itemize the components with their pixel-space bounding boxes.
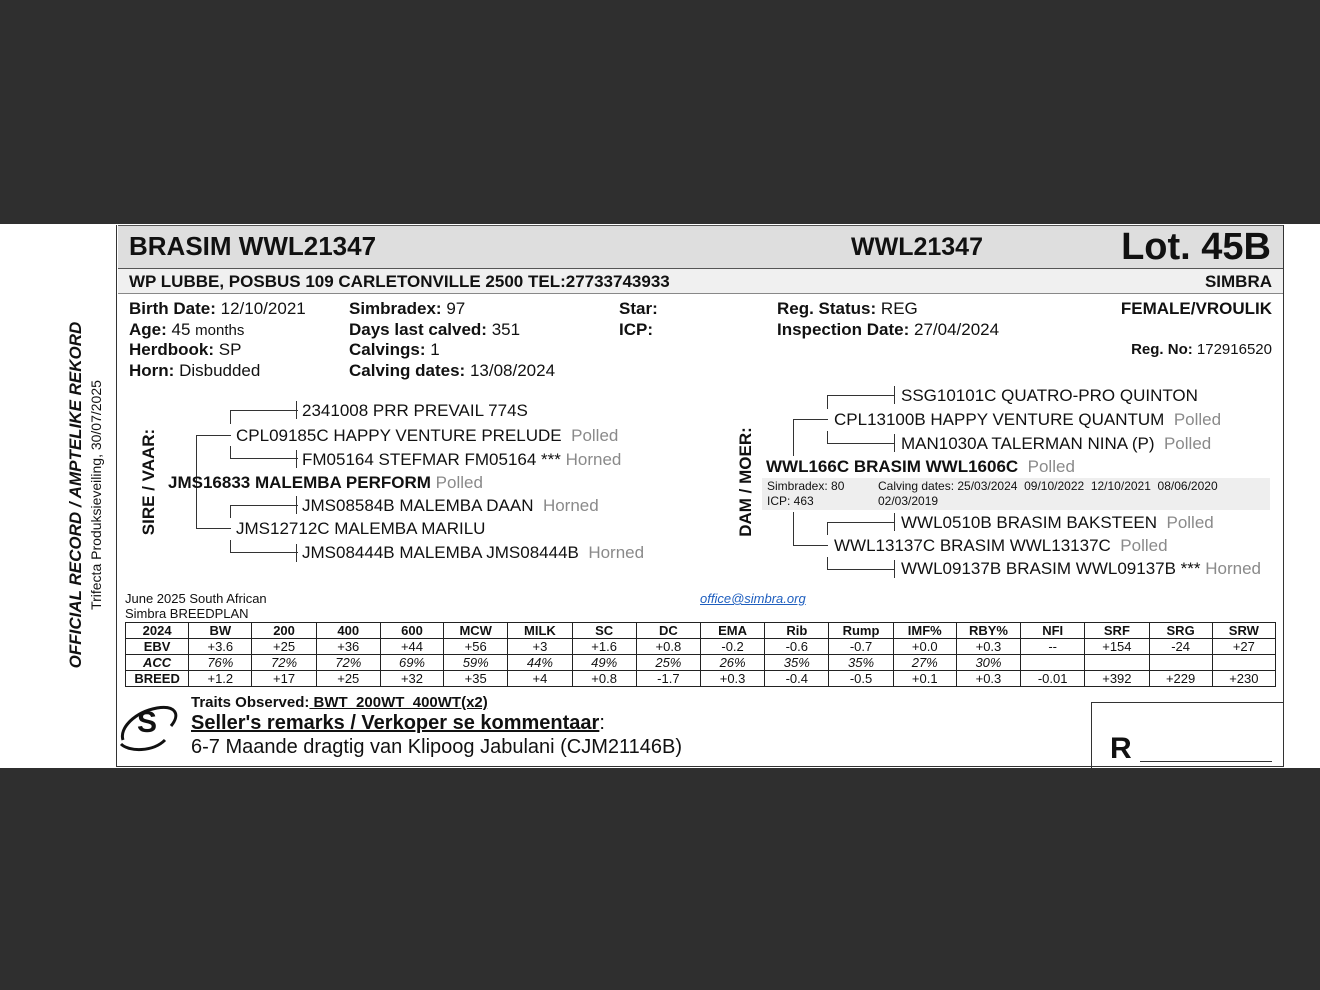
ebv-cell: +35: [444, 671, 508, 687]
ebv-cell: +0.8: [572, 671, 636, 687]
ebv-cell: +1.6: [572, 639, 636, 655]
dam-dam: WWL13137C BRASIM WWL13137C Polled: [834, 536, 1168, 555]
ebv-cell: +0.3: [700, 671, 764, 687]
ebv-cell: 69%: [380, 655, 443, 671]
ebv-cell: 59%: [444, 655, 508, 671]
ebv-cell: [1212, 655, 1275, 671]
dam-sire-dam: MAN1030A TALERMAN NINA (P) Polled: [901, 434, 1212, 453]
ebv-header-cell: SRW: [1212, 623, 1275, 639]
birth-date: Birth Date: 12/10/2021: [129, 299, 306, 318]
ebv-cell: +17: [252, 671, 316, 687]
calvings: Calvings: 1: [349, 340, 440, 359]
logo-letter: S: [137, 706, 158, 739]
ebv-cell: -1.7: [636, 671, 700, 687]
ebv-cell: 26%: [700, 655, 764, 671]
ebv-cell: +229: [1149, 671, 1212, 687]
ebv-cell: -0.01: [1021, 671, 1085, 687]
ebv-header-cell: MCW: [444, 623, 508, 639]
simbradex: Simbradex: 97: [349, 299, 466, 318]
ebv-header-cell: SRG: [1149, 623, 1212, 639]
ebv-header-row: [126, 623, 1276, 639]
ebv-row: [126, 639, 1276, 655]
ebv-cell: -0.4: [765, 671, 829, 687]
ebv-row-label: EBV: [126, 639, 189, 655]
ebv-row-label: ACC: [126, 655, 189, 671]
ebv-cell: +0.3: [956, 671, 1020, 687]
ebv-cell: +392: [1085, 671, 1149, 687]
ebv-cell: +25: [252, 639, 316, 655]
sire-dam-sire: JMS08584B MALEMBA DAAN Horned: [302, 496, 599, 515]
dam-dam-sire: WWL0510B BRASIM BAKSTEEN Polled: [901, 513, 1214, 532]
ebv-cell: +44: [380, 639, 443, 655]
star-label: Star:: [619, 299, 658, 318]
ebv-cell: 27%: [893, 655, 956, 671]
dam-dam-dam: WWL09137B BRASIM WWL09137B *** Horned: [901, 559, 1262, 578]
sire-dam-dam: JMS08444B MALEMBA JMS08444B Horned: [302, 543, 645, 562]
dam-label: DAM / MOER:: [736, 427, 755, 537]
simbra-logo: [117, 700, 181, 756]
ebv-header-cell: 2024: [126, 623, 189, 639]
dam-icp: ICP: 463: [767, 494, 814, 508]
sire-sire-dam: FM05164 STEFMAR FM05164 *** Horned: [302, 450, 622, 469]
official-record-label: OFFICIAL RECORD / AMPTELIKE REKORD: [66, 321, 85, 669]
inspection-date: Inspection Date: 27/04/2024: [777, 320, 1000, 339]
ebv-header-cell: 600: [380, 623, 443, 639]
ebv-cell: 76%: [189, 655, 252, 671]
traits-observed: Traits Observed: BWT 200WT 400WT(x2): [191, 694, 488, 711]
ebv-cell: 25%: [636, 655, 700, 671]
ebv-cell: +3.6: [189, 639, 252, 655]
ebv-header-cell: SC: [572, 623, 636, 639]
reg-status: Reg. Status: REG: [777, 299, 918, 318]
ebv-header-cell: EMA: [700, 623, 764, 639]
ebv-cell: 49%: [572, 655, 636, 671]
breedplan-line-1: June 2025 South African: [125, 591, 267, 606]
dam-calving-dates-2: 02/03/2019: [878, 494, 939, 508]
seller-remarks-heading: Seller's remarks / Verkoper se kommentaar:: [191, 712, 605, 734]
ebv-header-cell: SRF: [1085, 623, 1149, 639]
dam-name: WWL166C BRASIM WWL1606C Polled: [766, 457, 1075, 476]
ebv-header-cell: MILK: [508, 623, 572, 639]
breed-row: [126, 671, 1276, 687]
ebv-cell: -0.7: [829, 639, 893, 655]
ebv-row-label: BREED: [126, 671, 189, 687]
ebv-cell: -24: [1149, 639, 1212, 655]
animal-id: WWL21347: [851, 233, 983, 261]
ebv-cell: +3: [508, 639, 572, 655]
owner-details: WP LUBBE, POSBUS 109 CARLETONVILLE 2500 TEL:27733743933: [129, 272, 670, 291]
age: Age: 45 months: [129, 320, 245, 339]
seller-remarks: 6-7 Maande dragtig van Klipoog Jabulani (CJM21146B): [191, 736, 683, 758]
days-last-calved: Days last calved: 351: [349, 320, 521, 339]
ebv-cell: +0.8: [636, 639, 700, 655]
dam-sire: CPL13100B HAPPY VENTURE QUANTUM Polled: [834, 410, 1222, 429]
ebv-cell: 72%: [316, 655, 380, 671]
ebv-cell: +0.0: [893, 639, 956, 655]
ebv-cell: +25: [316, 671, 380, 687]
price-line: [1140, 761, 1272, 762]
ebv-cell: +32: [380, 671, 443, 687]
ebv-header-cell: IMF%: [893, 623, 956, 639]
ebv-cell: --: [1021, 639, 1085, 655]
ebv-cell: -0.6: [765, 639, 829, 655]
ebv-cell: 72%: [252, 655, 316, 671]
ebv-cell: 30%: [956, 655, 1020, 671]
herdbook: Herdbook: SP: [129, 340, 242, 359]
ebv-cell: +27: [1212, 639, 1275, 655]
ebv-header-cell: Rib: [765, 623, 829, 639]
calving-dates: Calving dates: 13/08/2024: [349, 361, 556, 380]
ebv-cell: +56: [444, 639, 508, 655]
ebv-cell: +154: [1085, 639, 1149, 655]
ebv-cell: [1021, 655, 1085, 671]
sire-sire: CPL09185C HAPPY VENTURE PRELUDE Polled: [236, 426, 619, 445]
ebv-cell: +0.3: [956, 639, 1020, 655]
ebv-cell: [1085, 655, 1149, 671]
ebv-cell: 35%: [829, 655, 893, 671]
sale-name-label: Trifecta Produksieveiling, 30/07/2025: [88, 380, 104, 610]
ebv-header-cell: RBY%: [956, 623, 1020, 639]
ebv-header-cell: BW: [189, 623, 252, 639]
dam-simbradex: Simbradex: 80: [767, 479, 845, 493]
ebv-header-cell: Rump: [829, 623, 893, 639]
ebv-header-cell: 200: [252, 623, 316, 639]
rand-label: R: [1110, 732, 1132, 765]
sire-sire-sire: 2341008 PRR PREVAIL 774S: [302, 401, 528, 420]
animal-name: BRASIM WWL21347: [129, 231, 377, 261]
sire-name: JMS16833 MALEMBA PERFORM Polled: [168, 473, 483, 492]
breed-label: SIMBRA: [1204, 272, 1272, 291]
ebv-cell: +1.2: [189, 671, 252, 687]
email-link[interactable]: office@simbra.org: [700, 591, 806, 606]
ebv-cell: -0.2: [700, 639, 764, 655]
icp-label: ICP:: [619, 320, 653, 339]
ebv-cell: [1149, 655, 1212, 671]
acc-row: [126, 655, 1276, 671]
ebv-cell: 35%: [765, 655, 829, 671]
breedplan-line-2: Simbra BREEDPLAN: [125, 606, 249, 621]
sex-label: FEMALE/VROULIK: [1120, 299, 1272, 318]
ebv-cell: +36: [316, 639, 380, 655]
dam-calving-dates: Calving dates: 25/03/2024 09/10/2022 12/10/2021 08/06/2020: [878, 479, 1218, 493]
ebv-cell: +0.1: [893, 671, 956, 687]
ebv-cell: +4: [508, 671, 572, 687]
lot-number: Lot. 45B: [1121, 226, 1271, 268]
ebv-header-cell: 400: [316, 623, 380, 639]
ebv-cell: 44%: [508, 655, 572, 671]
ebv-header-cell: NFI: [1021, 623, 1085, 639]
ebv-cell: +230: [1212, 671, 1275, 687]
reg-number: Reg. No: 172916520: [1131, 341, 1272, 358]
ebv-table: [125, 622, 1276, 687]
ebv-cell: -0.5: [829, 671, 893, 687]
sire-label: SIRE / VAAR:: [139, 428, 158, 536]
horn-status: Horn: Disbudded: [129, 361, 261, 380]
sire-dam: JMS12712C MALEMBA MARILU: [236, 519, 486, 538]
dam-sire-sire: SSG10101C QUATRO-PRO QUINTON: [901, 386, 1198, 405]
ebv-header-cell: DC: [636, 623, 700, 639]
